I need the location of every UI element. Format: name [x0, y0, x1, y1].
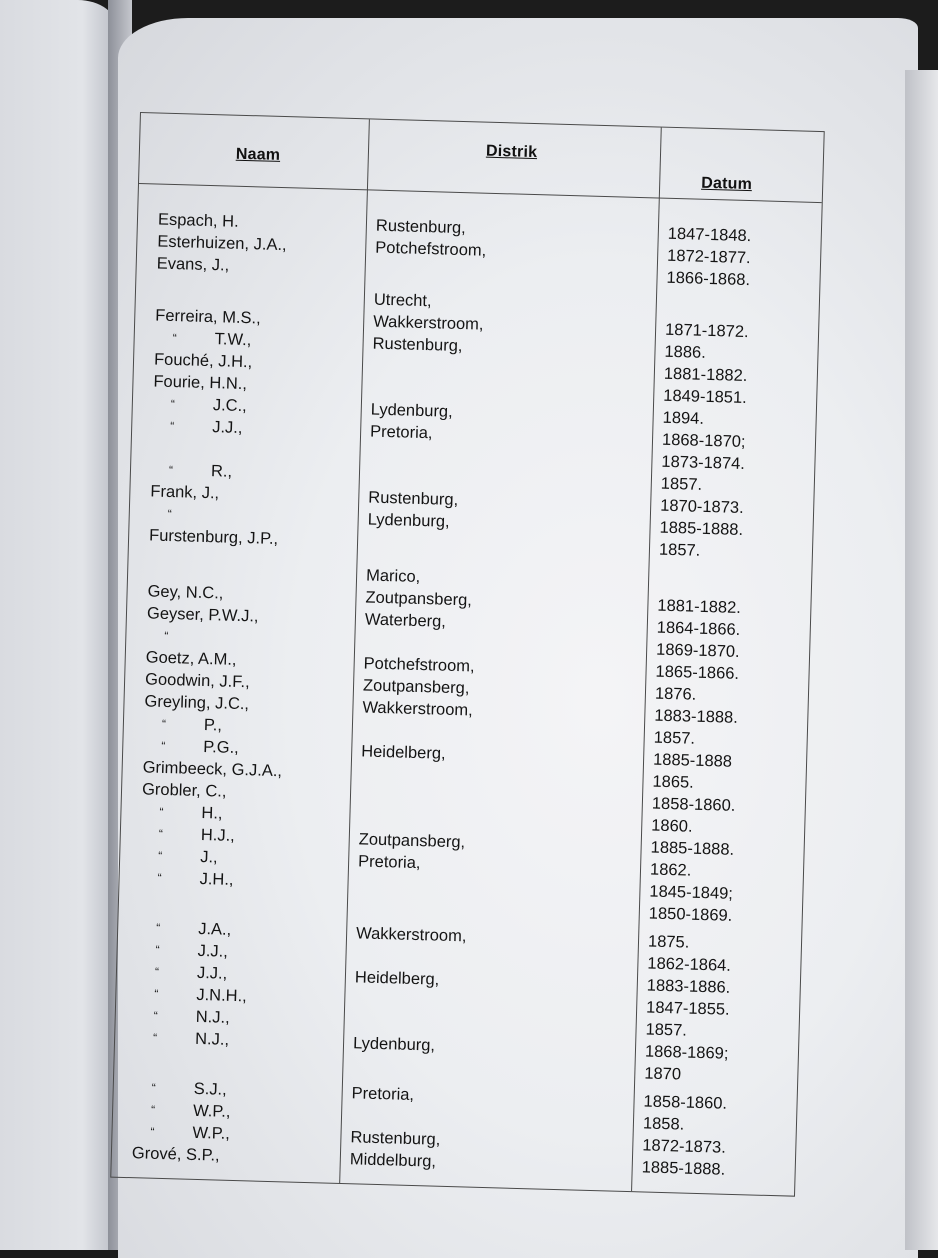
distrik-cell: Zoutpansberg, [365, 588, 473, 610]
distrik-cell: Wakkerstroom, [355, 924, 467, 946]
ditto-mark: “ [168, 462, 174, 478]
given-names-cell: P., [203, 716, 223, 735]
naam-cell: Grimbeeck, G.J.A., [142, 758, 283, 781]
ditto-mark: “ [150, 1102, 156, 1117]
given-names-cell: T.W., [214, 330, 252, 350]
ditto-mark: “ [156, 920, 161, 935]
given-names-cell: J.N.H., [196, 985, 248, 1006]
datum-cell: 1886. [664, 342, 707, 362]
left-page [0, 0, 118, 1250]
datum-cell: 1885-1888. [641, 1158, 726, 1179]
datum-cell: 1868-1870; [661, 430, 746, 452]
datum-cell: 1857. [645, 1020, 688, 1040]
distrik-cell: Middelburg, [349, 1150, 437, 1171]
datum-cell: 1847-1848. [667, 224, 752, 246]
datum-cell: 1849-1851. [663, 386, 748, 408]
given-names-cell: J.H., [199, 869, 234, 889]
naam-cell: Grové, S.P., [131, 1144, 220, 1165]
given-names-cell: N.J., [194, 1029, 230, 1049]
ditto-mark: “ [170, 396, 176, 412]
ditto-mark: “ [150, 1124, 155, 1139]
datum-cell: 1866-1868. [666, 268, 751, 290]
given-names-cell: J.J., [196, 963, 228, 983]
naam-cell: Esterhuizen, J.A., [157, 232, 287, 255]
header-naam: Naam [235, 145, 281, 164]
ditto-mark: “ [161, 738, 166, 753]
naam-cell: Frank, J., [150, 482, 220, 503]
datum-cell: 1885-1888. [650, 838, 735, 859]
given-names-cell: J.J., [211, 418, 243, 437]
datum-cell: 1881-1882. [657, 596, 742, 617]
ditto-mark: “ [164, 628, 169, 643]
ditto-mark: “ [159, 804, 164, 819]
datum-cell: 1862-1864. [647, 954, 732, 975]
distrik-cell: Wakkerstroom, [362, 698, 473, 720]
ditto-mark: “ [167, 506, 172, 522]
datum-cell: 1885-1888 [652, 750, 733, 771]
datum-cell: 1868-1869; [644, 1042, 729, 1063]
ditto-mark: “ [152, 1030, 158, 1045]
ditto-mark: “ [154, 986, 159, 1001]
ditto-mark: “ [158, 826, 164, 841]
ditto-mark: “ [153, 1008, 158, 1023]
distrik-cell: Zoutpansberg, [358, 830, 466, 852]
naam-cell: Greyling, J.C., [144, 692, 250, 714]
naam-cell: Goodwin, J.F., [144, 670, 250, 692]
datum-cell: 1872-1873. [642, 1136, 727, 1157]
distrik-cell: Rustenburg, [372, 334, 463, 356]
distrik-cell: Waterberg, [364, 610, 447, 631]
datum-cell: 1871-1872. [664, 320, 749, 342]
distrik-cell: Rustenburg, [368, 488, 459, 510]
datum-cell: 1883-1888. [654, 706, 739, 727]
ditto-mark: “ [170, 418, 175, 434]
datum-cell: 1865. [652, 772, 695, 792]
distrik-cell: Marico, [365, 566, 421, 587]
ditto-mark: “ [151, 1080, 156, 1095]
naam-cell: Furstenburg, J.P., [148, 526, 279, 549]
header-distrik: Distrik [485, 142, 538, 162]
distrik-cell: Pretoria, [357, 852, 421, 873]
datum-cell: 1845-1849; [649, 882, 734, 903]
ditto-mark: “ [158, 848, 163, 863]
datum-cell: 1858. [642, 1114, 685, 1134]
naam-cell: Gey, N.C., [147, 582, 224, 603]
naam-cell: Evans, J., [156, 254, 230, 275]
ditto-mark: “ [155, 942, 160, 957]
datum-cell: 1860. [651, 816, 693, 836]
datum-cell: 1870-1873. [659, 496, 744, 518]
datum-cell: 1850-1869. [648, 904, 733, 925]
distrik-cell: Pretoria, [369, 422, 433, 443]
given-names-cell: J.J., [197, 941, 229, 961]
given-names-cell: H.J., [200, 825, 235, 845]
given-names-cell: N.J., [195, 1007, 230, 1027]
datum-cell: 1862. [649, 860, 692, 880]
given-names-cell: J.A., [197, 919, 232, 939]
distrik-cell: Utrecht, [373, 290, 432, 311]
datum-cell: 1876. [654, 684, 697, 704]
distrik-cell: Potchefstroom, [363, 654, 475, 676]
given-names-cell: J.C., [212, 396, 248, 416]
datum-cell: 1869-1870. [655, 640, 740, 661]
datum-cell: 1857. [653, 728, 696, 748]
distrik-cell: Rustenburg, [350, 1128, 441, 1149]
datum-cell: 1873-1874. [661, 452, 746, 474]
distrik-cell: Pretoria, [351, 1084, 415, 1105]
datum-cell: 1894. [662, 408, 705, 428]
register-table [110, 112, 824, 1197]
naam-cell: Geyser, P.W.J., [146, 604, 259, 626]
ditto-mark: “ [161, 716, 167, 731]
datum-cell: 1847-1855. [645, 998, 730, 1019]
ditto-mark: “ [157, 870, 162, 885]
distrik-cell: Potchefstroom, [375, 238, 487, 260]
datum-cell: 1883-1886. [646, 976, 731, 997]
datum-cell: 1857. [658, 540, 701, 560]
naam-cell: Fouché, J.H., [153, 350, 253, 372]
datum-cell: 1872-1877. [666, 246, 751, 268]
distrik-cell: Wakkerstroom, [372, 312, 484, 334]
given-names-cell: W.P., [192, 1123, 231, 1143]
given-names-cell: P.G., [203, 738, 240, 758]
header-datum: Datum [700, 174, 753, 194]
distrik-cell: Lydenburg, [352, 1034, 436, 1055]
datum-cell: 1881-1882. [663, 364, 748, 386]
table-body [131, 208, 821, 1179]
datum-cell: 1858-1860. [651, 794, 736, 815]
given-names-cell: S.J., [193, 1079, 227, 1099]
distrik-cell: Zoutpansberg, [362, 676, 470, 698]
distrik-cell: Heidelberg, [354, 968, 440, 989]
given-names-cell: W.P., [192, 1101, 231, 1121]
given-names-cell: J., [199, 847, 218, 867]
datum-cell: 1864-1866. [656, 618, 741, 639]
naam-cell: Goetz, A.M., [145, 648, 237, 669]
datum-cell: 1885-1888. [659, 518, 744, 539]
ditto-mark: “ [172, 331, 177, 346]
naam-cell: Espach, H. [157, 210, 239, 231]
naam-cell: Grobler, C., [141, 780, 227, 801]
distrik-cell: Heidelberg, [360, 742, 446, 763]
ditto-mark: “ [154, 964, 160, 979]
distrik-cell: Lydenburg, [367, 510, 450, 531]
naam-cell: Fourie, H.N., [153, 372, 248, 394]
page-edge [905, 70, 938, 1250]
naam-cell: Ferreira, M.S., [155, 306, 261, 328]
datum-cell: 1858-1860. [643, 1092, 728, 1113]
distrik-cell: Rustenburg, [375, 216, 467, 238]
datum-cell: 1865-1866. [655, 662, 740, 683]
datum-cell: 1857. [660, 474, 703, 494]
datum-cell: 1875. [647, 932, 690, 952]
distrik-cell: Lydenburg, [370, 400, 453, 421]
datum-cell: 1870 [644, 1064, 682, 1084]
given-names-cell: R., [210, 462, 233, 481]
given-names-cell: H., [201, 803, 223, 823]
